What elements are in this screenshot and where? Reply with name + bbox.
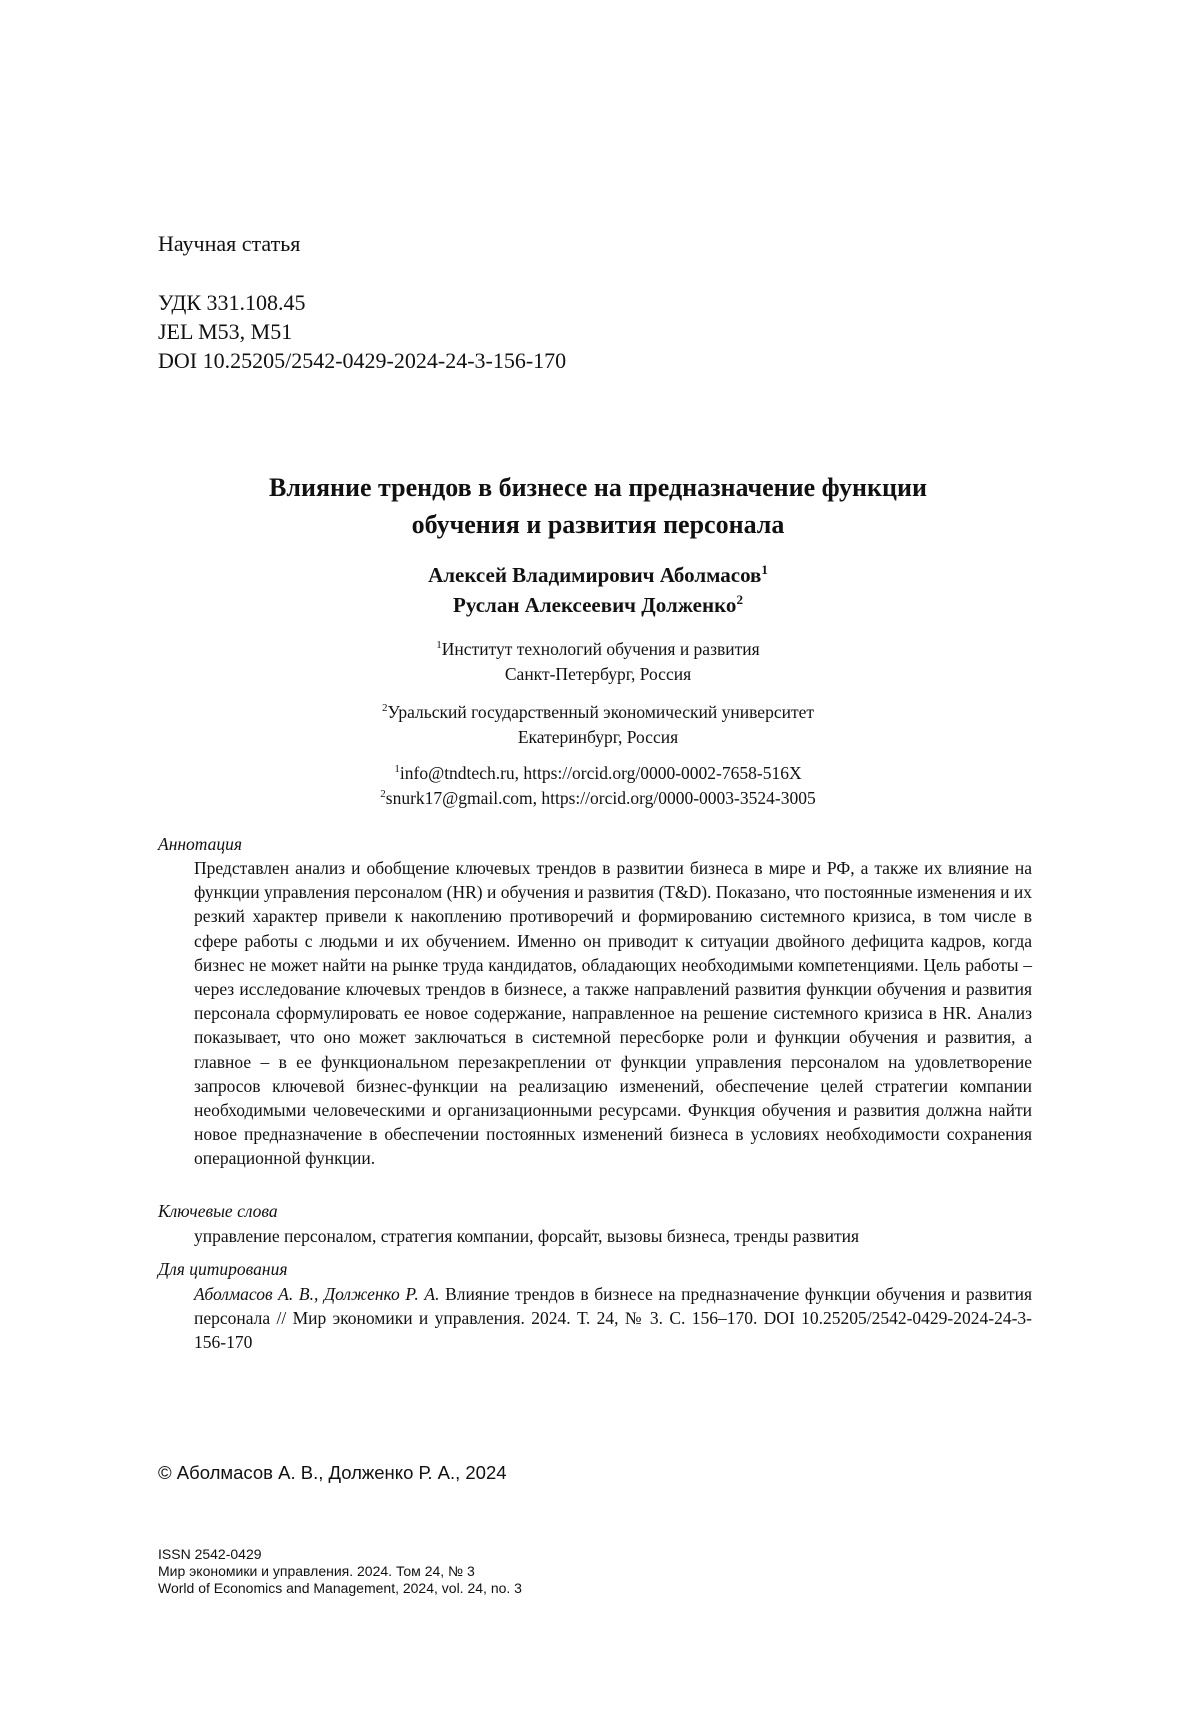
journal-info	[158, 1546, 522, 1597]
journal-title-ru: Мир экономики и управления. 2024. Том 24, № 3	[158, 1563, 475, 1579]
contact-mark: 1	[394, 763, 400, 776]
affiliation-1	[158, 637, 1038, 687]
journal-issn: ISSN 2542-0429	[158, 1546, 262, 1562]
contact-1	[158, 761, 1038, 786]
contact-text[interactable]: snurk17@gmail.com, https://orcid.org/0000-0003-3524-3005	[385, 788, 816, 808]
author-list	[158, 560, 1038, 620]
affiliation-mark: 1	[436, 639, 442, 652]
affiliation-city: Екатеринбург, Россия	[517, 727, 679, 747]
author-mark: 2	[736, 592, 743, 607]
author-name: Руслан Алексеевич Долженко	[453, 593, 737, 617]
contact-mark: 2	[380, 788, 386, 801]
affiliation-org: Уральский государственный экономический университет	[387, 702, 815, 722]
copyright-notice: © Аболмасов А. В., Долженко Р. А., 2024	[158, 1462, 507, 1483]
title-line-2: обучения и развития персонала	[411, 510, 785, 539]
author-mark: 1	[761, 562, 768, 577]
citation-text	[194, 1282, 1032, 1355]
affiliation-org: Институт технологий обучения и развития	[441, 639, 760, 659]
keywords-text: управление персоналом, стратегия компании, форсайт, вызовы бизнеса, тренды развития	[194, 1226, 860, 1246]
author-2	[158, 590, 1038, 620]
article-type: Научная статья	[158, 231, 301, 256]
title-line-1: Влияние трендов в бизнесе на предназначение функции	[269, 473, 927, 502]
jel-code: JEL M53, M51	[158, 319, 293, 344]
affiliation-2	[158, 700, 1038, 750]
citation-authors: Аболмасов А. В., Долженко Р. А.	[194, 1284, 440, 1304]
author-1	[158, 560, 1038, 590]
contact-2	[158, 786, 1038, 811]
doi-code: DOI 10.25205/2542-0429-2024-24-3-156-170	[158, 348, 567, 373]
author-name: Алексей Владимирович Аболмасов	[428, 563, 762, 587]
classification-codes	[158, 288, 1038, 375]
affiliation-city: Санкт-Петербург, Россия	[504, 664, 692, 684]
article-title	[158, 469, 1038, 543]
abstract-text: Представлен анализ и обобщение ключевых трендов в развитии бизнеса в мире и РФ, а также их влияние на функции управления персоналом (HR) и обучения и развития (T&D). Показано, что постоянные изменения и их резкий характер привели к накоплению противоречий и формированию системного кризиса, в том числе в сфере работы с людьми и их обучением. Именно он приводит к ситуации двойного дефицита кадров, когда бизнес не может найти на рынке труда кандидатов, обладающих необходимыми компетенциями. Цель работы – через исследование ключевых трендов в бизнесе, а также направлений развития функции обучения и развития персонала сформулировать ее новое содержание, направленное на решение системного кризиса в HR. Анализ показывает, что оно может заключаться в системной пересборке роли и функции обучения и развития, а главное – в ее функциональном перезакреплении от функции управления персоналом на удовлетворение запросов ключевой бизнес-функции на реализацию изменений, обеспечение целей стратегии компании необходимыми человеческими и организационными ресурсами. Функция обучения и развития должна найти новое предназначение в обеспечении постоянных изменений бизнеса в условиях необходимости сохранения операционной функции.	[194, 858, 1032, 1169]
contact-text[interactable]: info@tndtech.ru, https://orcid.org/0000-0002-7658-516X	[399, 763, 802, 783]
journal-title-en: World of Economics and Management, 2024, vol. 24, no. 3	[158, 1580, 522, 1596]
keywords-label: Ключевые слова	[158, 1201, 278, 1221]
udc-code: УДК 331.108.45	[158, 290, 306, 315]
contact-list	[158, 761, 1038, 811]
citation-reference: Влияние трендов в бизнесе на предназначение функции обучения и развития персонала // Мир экономики и управления. 2024. Т. 24, № 3. С. 156–170. DOI 10.25205/2542-0429-2024-24-3-156-170	[194, 1284, 1032, 1353]
affiliation-mark: 2	[381, 702, 388, 715]
abstract-label: Аннотация	[158, 834, 243, 854]
citation-label: Для цитирования	[158, 1259, 288, 1279]
